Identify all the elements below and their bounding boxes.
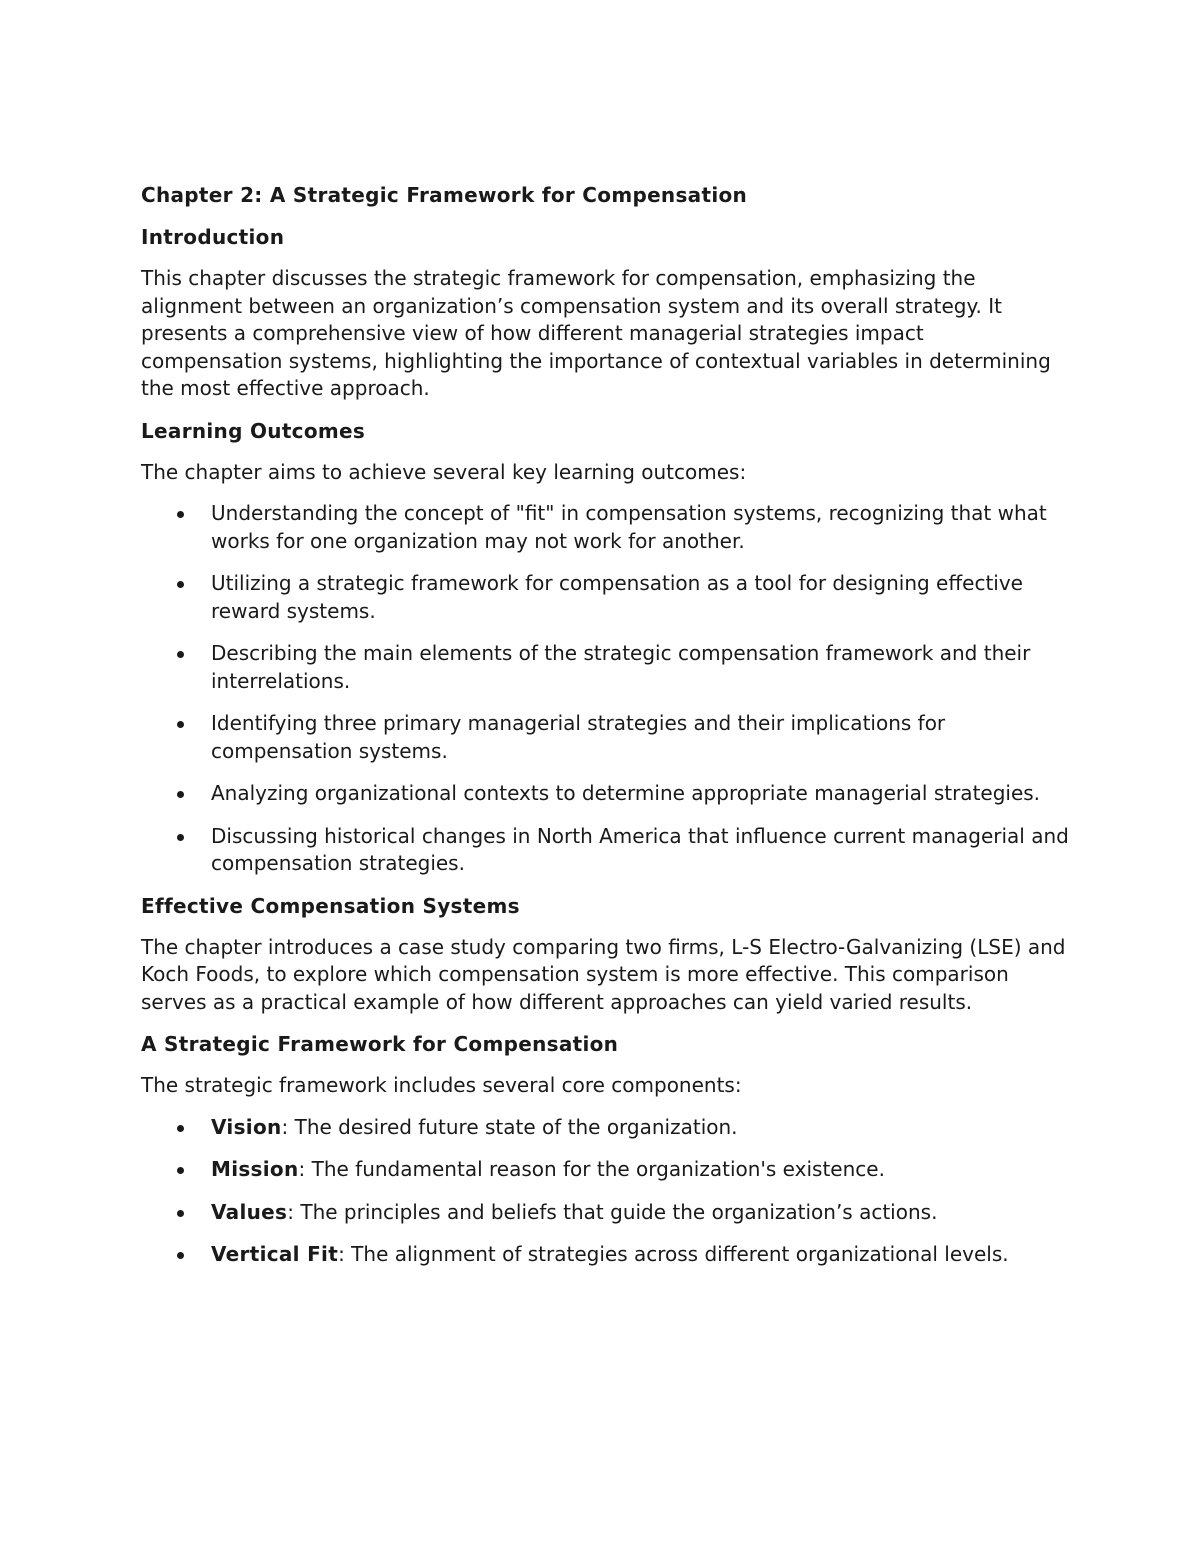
- strategic-framework-heading: A Strategic Framework for Compensation: [141, 1032, 619, 1056]
- list-item: [141, 823, 1070, 878]
- bullet-icon: [177, 834, 184, 841]
- list-item: [141, 1114, 1070, 1142]
- document-title: Chapter 2: A Strategic Framework for Compensation: [141, 183, 748, 207]
- component-term: Vertical Fit: [211, 1242, 339, 1266]
- list-item-text: Understanding the concept of "fit" in compensation systems, recognizing that what works for one organization may not work for another.: [211, 501, 1047, 553]
- list-item: [141, 780, 1070, 808]
- list-item: [141, 570, 1070, 625]
- component-term: Mission: [211, 1157, 299, 1181]
- list-item: [141, 710, 1070, 765]
- bullet-icon: [177, 651, 184, 658]
- component-term: Values: [211, 1199, 288, 1224]
- list-item: [141, 1241, 1070, 1269]
- bullet-icon: [177, 1125, 184, 1132]
- component-definition: : The fundamental reason for the organization's existence.: [298, 1157, 885, 1181]
- component-definition: : The desired future state of the organization.: [281, 1114, 738, 1139]
- list-item: [141, 1199, 1070, 1227]
- list-item-text: Describing the main elements of the strategic compensation framework and their interrelations.: [211, 641, 1031, 693]
- bullet-icon: [177, 721, 184, 728]
- strategic-framework-intro: The strategic framework includes several core components:: [141, 1073, 742, 1097]
- learning-outcomes-heading: Learning Outcomes: [141, 418, 366, 443]
- list-item-text: Discussing historical changes in North America that influence current managerial and compensation strategies.: [211, 823, 1069, 875]
- bullet-icon: [177, 791, 184, 798]
- introduction-paragraph: This chapter discusses the strategic framework for compensation, emphasizing the alignment between an organization’s compensation system and its overall strategy. It presents a comprehensive view of how different managerial strategies impact compensation systems, highlighting the importance of contextual variables in determining the most effective approach.: [141, 266, 1051, 400]
- component-definition: : The alignment of strategies across different organizational levels.: [338, 1242, 1009, 1266]
- learning-outcomes-list: [141, 500, 1070, 878]
- bullet-icon: [177, 1252, 184, 1259]
- bullet-icon: [177, 1210, 184, 1217]
- list-item-text: Analyzing organizational contexts to determine appropriate managerial strategies.: [211, 781, 1041, 805]
- list-item: [141, 500, 1070, 555]
- component-definition: : The principles and beliefs that guide the organization’s actions.: [287, 1199, 938, 1224]
- component-term: Vision: [211, 1114, 282, 1139]
- effective-systems-paragraph: The chapter introduces a case study comparing two firms, L-S Electro-Galvanizing (LSE) and Koch Foods, to explore which compensation system is more effective. This comparison serves as a practical example of how different approaches can yield varied results.: [141, 934, 1066, 1014]
- list-item-text: Utilizing a strategic framework for compensation as a tool for designing effective reward systems.: [211, 571, 1023, 623]
- learning-outcomes-intro: The chapter aims to achieve several key learning outcomes:: [141, 459, 747, 484]
- list-item: [141, 640, 1070, 695]
- bullet-icon: [177, 1167, 184, 1174]
- bullet-icon: [177, 511, 184, 518]
- introduction-heading: Introduction: [141, 225, 285, 249]
- bullet-icon: [177, 581, 184, 588]
- framework-components-list: [141, 1114, 1070, 1269]
- effective-systems-heading: Effective Compensation Systems: [141, 893, 520, 918]
- list-item: [141, 1156, 1070, 1184]
- list-item-text: Identifying three primary managerial strategies and their implications for compensation systems.: [211, 711, 946, 763]
